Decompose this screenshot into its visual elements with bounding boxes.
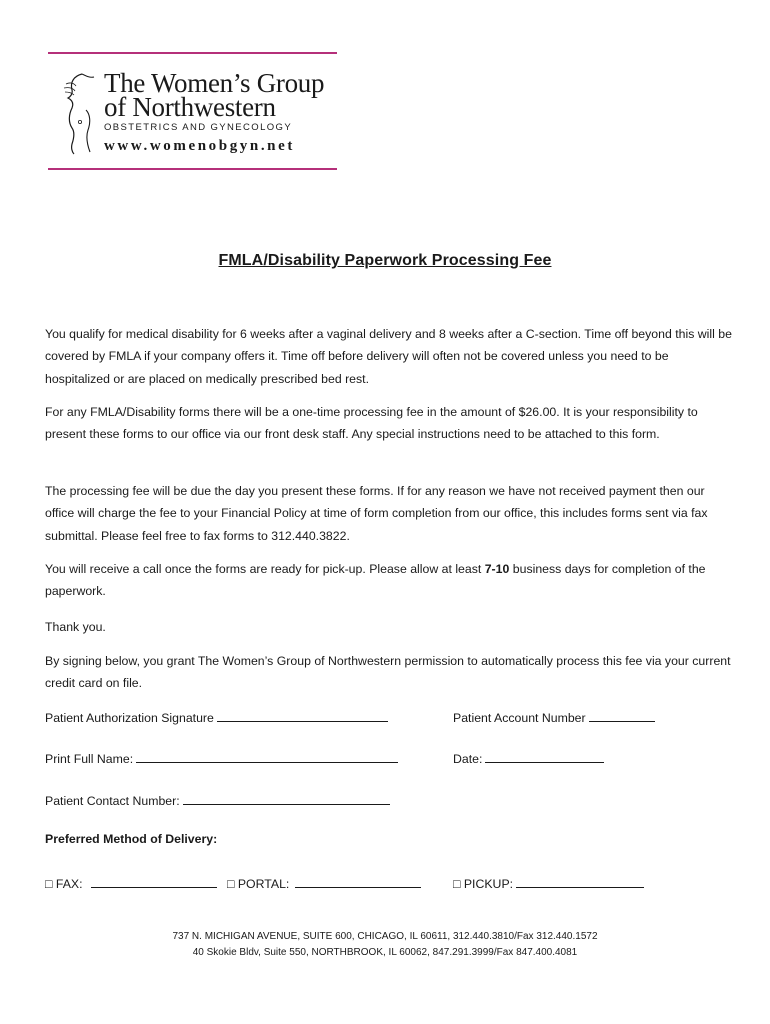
paragraph-fee-due: The processing fee will be due the day you present these forms. If for any reason we have not received payment then our office will charge the fee to your Financial Policy at time of form completion from our office, this includes forms sent via fax submittal. Please feel free to fax forms to 312.440.3822. xyxy=(45,484,708,543)
signature-line[interactable] xyxy=(217,708,388,722)
portal-line[interactable] xyxy=(295,874,421,888)
footer-address-northbrook: 40 Skokie Bldv, Suite 550, NORTHBROOK, IL 60062, 847.291.3999/Fax 847.400.4081 xyxy=(192,947,578,958)
date-label: Date: xyxy=(453,752,483,766)
delivery-portal-option[interactable] xyxy=(227,874,421,893)
womans-silhouette-logo-icon xyxy=(60,70,100,155)
paragraph-authorization: By signing below, you grant The Women’s Group of Northwestern permission to automatically process this fee via your current credit card on file. xyxy=(45,654,731,691)
account-number-label: Patient Account Number xyxy=(453,711,586,725)
account-number-field[interactable] xyxy=(453,708,655,727)
signature-label: Patient Authorization Signature xyxy=(45,711,214,725)
pickup-option-label: PICKUP: xyxy=(463,877,514,891)
document-title: FMLA/Disability Paperwork Processing Fee xyxy=(218,252,552,269)
logo-name-line2: of Northwestern xyxy=(104,92,276,122)
paragraph-pickup-notice: You will receive a call once the forms are ready for pick-up. Please allow at least 7-10 business days for completion of the paperwork. xyxy=(45,562,706,599)
delivery-fax-option[interactable] xyxy=(45,874,217,893)
signature-field[interactable] xyxy=(45,708,388,727)
date-field[interactable] xyxy=(453,749,604,768)
logo-subtitle: OBSTETRICS AND GYNECOLOGY xyxy=(104,122,293,133)
logo-top-rule xyxy=(48,52,337,54)
fax-line[interactable] xyxy=(91,874,217,888)
paragraph-processing-fee: For any FMLA/Disability forms there will be a one-time processing fee in the amount of $26.00. It is your responsibility to present these forms to our office via our front desk staff. Any special instructions need to be attached to this form. xyxy=(45,405,698,442)
logo-bottom-rule xyxy=(48,168,337,170)
contact-number-line[interactable] xyxy=(183,791,390,805)
logo-website: www.womenobgyn.net xyxy=(104,138,295,154)
full-name-label: Print Full Name: xyxy=(45,752,134,766)
footer-address-chicago: 737 N. MICHIGAN AVENUE, SUITE 600, CHICAGO, IL 60611, 312.440.3810/Fax 312.440.1572 xyxy=(172,931,598,942)
full-name-field[interactable] xyxy=(45,749,398,768)
checkbox-icon[interactable]: □ xyxy=(227,877,235,891)
business-days-range: 7-10 xyxy=(484,562,510,576)
portal-option-label: PORTAL: xyxy=(237,877,290,891)
delivery-method-label: Preferred Method of Delivery: xyxy=(45,832,218,846)
contact-number-field[interactable] xyxy=(45,791,390,810)
date-line[interactable] xyxy=(485,749,604,763)
paragraph-thank-you: Thank you. xyxy=(45,620,106,634)
logo-name-line1: The Women’s Group xyxy=(104,68,325,98)
checkbox-icon[interactable]: □ xyxy=(453,877,461,891)
delivery-pickup-option[interactable] xyxy=(453,874,644,893)
contact-number-label: Patient Contact Number: xyxy=(45,794,180,808)
pickup-line[interactable] xyxy=(516,874,644,888)
checkbox-icon[interactable]: □ xyxy=(45,877,53,891)
paragraph-disability-coverage: You qualify for medical disability for 6 weeks after a vaginal delivery and 8 weeks after a C-section. Time off beyond this will be covered by FMLA if your company offers it. Time off before delivery will often not be covered unless you need to be hospitalized or are placed on medically prescribed bed rest. xyxy=(45,327,732,386)
fax-option-label: FAX: xyxy=(55,877,83,891)
full-name-line[interactable] xyxy=(136,749,398,763)
account-number-line[interactable] xyxy=(589,708,655,722)
